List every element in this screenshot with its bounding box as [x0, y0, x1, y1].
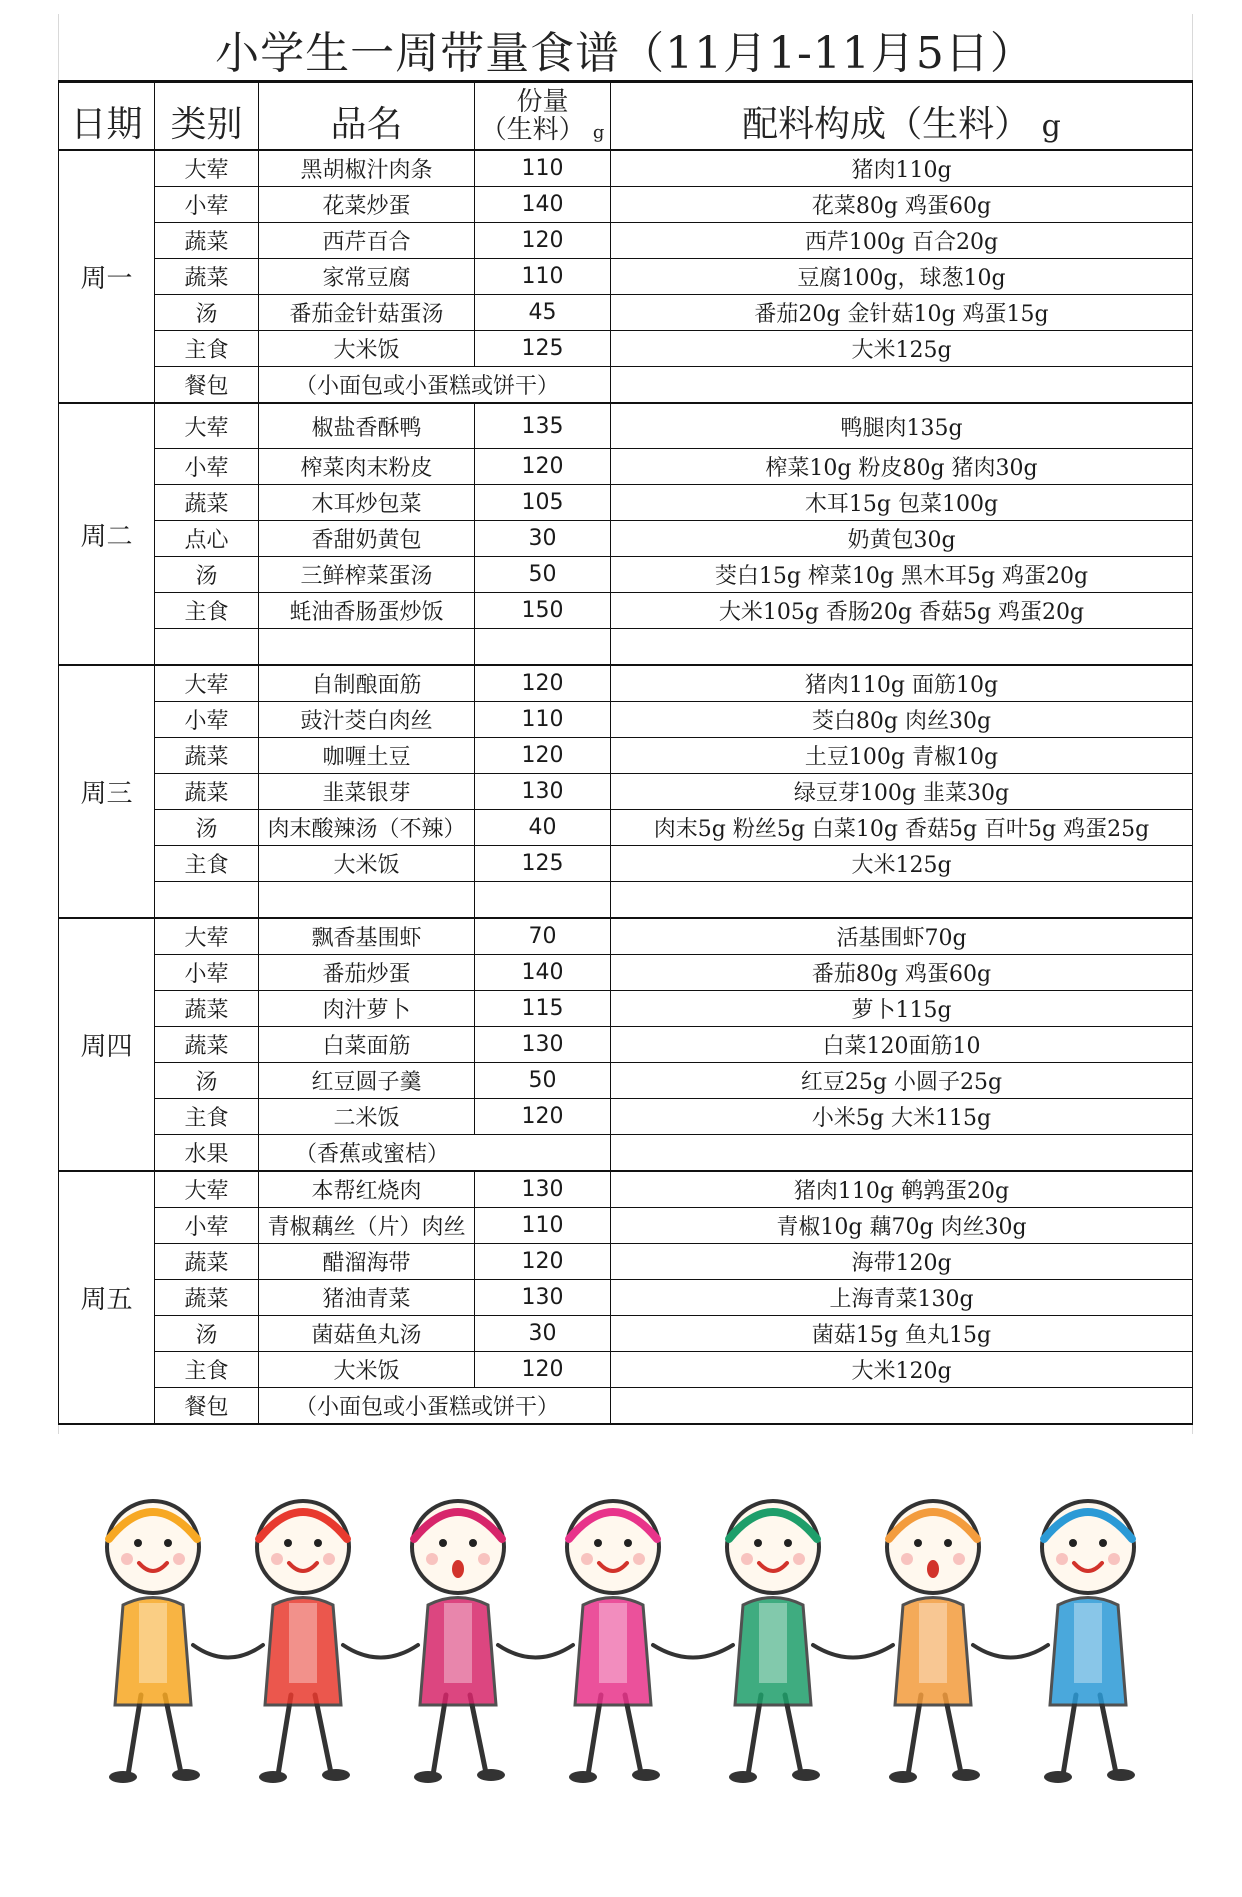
header-portion-unit: g [592, 122, 605, 143]
table-row [59, 521, 1193, 557]
ingredients-cell: 大米125g [611, 331, 1193, 367]
table-row [59, 1135, 1193, 1172]
dish-span-cell: （小面包或小蛋糕或饼干） [259, 367, 611, 404]
table-row [59, 1027, 1193, 1063]
portion-cell: 130 [475, 1027, 611, 1063]
category-cell [155, 882, 259, 919]
portion-cell: 105 [475, 485, 611, 521]
table-row [59, 187, 1193, 223]
portion-cell: 30 [475, 521, 611, 557]
dish-cell: 家常豆腐 [259, 259, 475, 295]
day-cell: 周四 [59, 918, 155, 1171]
dish-cell: 大米饭 [259, 846, 475, 882]
arm-line [343, 1645, 418, 1658]
portion-cell: 120 [475, 665, 611, 702]
category-cell: 点心 [155, 521, 259, 557]
category-cell [155, 629, 259, 666]
portion-cell: 120 [475, 223, 611, 259]
ingredients-cell: 绿豆芽100g 韭菜30g [611, 774, 1193, 810]
table-row [59, 1208, 1193, 1244]
category-cell: 汤 [155, 810, 259, 846]
ingredients-cell: 大米120g [611, 1352, 1193, 1388]
header-portion-line1: 份量 [516, 87, 569, 117]
category-cell: 蔬菜 [155, 1244, 259, 1280]
portion-cell: 120 [475, 1352, 611, 1388]
category-cell: 大荤 [155, 150, 259, 187]
dish-cell: 自制酿面筋 [259, 665, 475, 702]
category-cell: 汤 [155, 295, 259, 331]
dish-cell: 番茄炒蛋 [259, 955, 475, 991]
table-row [59, 449, 1193, 485]
category-cell: 大荤 [155, 665, 259, 702]
portion-cell: 110 [475, 702, 611, 738]
day-cell: 周三 [59, 665, 155, 918]
portion-cell: 120 [475, 738, 611, 774]
category-cell: 汤 [155, 1063, 259, 1099]
portion-cell: 120 [475, 1244, 611, 1280]
table-row [59, 918, 1193, 955]
ingredients-cell: 猪肉110g 面筋10g [611, 665, 1193, 702]
child-figure [412, 1501, 505, 1783]
category-cell: 主食 [155, 1352, 259, 1388]
dish-cell: 西芹百合 [259, 223, 475, 259]
table-row [59, 295, 1193, 331]
category-cell: 小荤 [155, 449, 259, 485]
table-row [59, 665, 1193, 702]
day-cell: 周五 [59, 1171, 155, 1424]
category-cell: 大荤 [155, 918, 259, 955]
ingredients-cell: 鸭腿肉135g [611, 403, 1193, 449]
child-figure [257, 1501, 350, 1783]
category-cell: 蔬菜 [155, 774, 259, 810]
dish-cell: 大米饭 [259, 1352, 475, 1388]
ingredients-cell: 奶黄包30g [611, 521, 1193, 557]
dish-cell [259, 629, 475, 666]
dish-cell: 椒盐香酥鸭 [259, 403, 475, 449]
portion-cell: 115 [475, 991, 611, 1027]
category-cell: 蔬菜 [155, 1280, 259, 1316]
ingredients-cell [611, 629, 1193, 666]
portion-cell: 135 [475, 403, 611, 449]
dish-cell: 三鲜榨菜蛋汤 [259, 557, 475, 593]
portion-cell: 40 [475, 810, 611, 846]
table-row [59, 259, 1193, 295]
portion-cell: 120 [475, 449, 611, 485]
table-row [59, 403, 1193, 449]
ingredients-cell: 茭白15g 榨菜10g 黑木耳5g 鸡蛋20g [611, 557, 1193, 593]
dish-cell: 大米饭 [259, 331, 475, 367]
ingredients-cell: 小米5g 大米115g [611, 1099, 1193, 1135]
portion-cell: 45 [475, 295, 611, 331]
dish-cell: 红豆圆子羹 [259, 1063, 475, 1099]
ingredients-cell: 猪肉110g 鹌鹑蛋20g [611, 1171, 1193, 1208]
dish-cell: 青椒藕丝（片）肉丝 [259, 1208, 475, 1244]
table-row [59, 557, 1193, 593]
ingredients-cell: 猪肉110g [611, 150, 1193, 187]
dish-cell: 豉汁茭白肉丝 [259, 702, 475, 738]
dish-cell: 咖喱土豆 [259, 738, 475, 774]
ingredients-cell: 西芹100g 百合20g [611, 223, 1193, 259]
category-cell: 蔬菜 [155, 485, 259, 521]
table-row [59, 991, 1193, 1027]
category-cell: 主食 [155, 331, 259, 367]
header-row [59, 82, 1193, 151]
ingredients-cell: 豆腐100g，球葱10g [611, 259, 1193, 295]
portion-cell: 110 [475, 1208, 611, 1244]
table-row [59, 1244, 1193, 1280]
ingredients-cell: 茭白80g 肉丝30g [611, 702, 1193, 738]
dish-cell: 肉末酸辣汤（不辣） [259, 810, 475, 846]
dish-cell: 二米饭 [259, 1099, 475, 1135]
child-figure [887, 1501, 980, 1783]
category-cell: 蔬菜 [155, 223, 259, 259]
arm-line [498, 1645, 573, 1658]
portion-cell: 125 [475, 846, 611, 882]
ingredients-cell: 红豆25g 小圆子25g [611, 1063, 1193, 1099]
dish-cell [259, 882, 475, 919]
child-figure [107, 1501, 200, 1783]
table-row [59, 1099, 1193, 1135]
table-row [59, 1388, 1193, 1425]
category-cell: 小荤 [155, 1208, 259, 1244]
ingredients-cell: 萝卜115g [611, 991, 1193, 1027]
table-row [59, 1280, 1193, 1316]
table-row [59, 702, 1193, 738]
dish-cell: 本帮红烧肉 [259, 1171, 475, 1208]
table-row [59, 150, 1193, 187]
category-cell: 蔬菜 [155, 991, 259, 1027]
category-cell: 蔬菜 [155, 738, 259, 774]
header-portion-line2: （生料） [480, 115, 585, 145]
header-ingredients [611, 82, 1193, 151]
header-portion [475, 82, 611, 151]
child-figure [727, 1501, 820, 1783]
ingredients-cell [611, 1388, 1193, 1425]
ingredients-cell [611, 1135, 1193, 1172]
dish-cell: 猪油青菜 [259, 1280, 475, 1316]
portion-cell: 130 [475, 1280, 611, 1316]
portion-cell: 125 [475, 331, 611, 367]
dish-cell: 黑胡椒汁肉条 [259, 150, 475, 187]
portion-cell: 120 [475, 1099, 611, 1135]
ingredients-cell: 花菜80g 鸡蛋60g [611, 187, 1193, 223]
table-row [59, 1171, 1193, 1208]
category-cell: 主食 [155, 846, 259, 882]
header-dish: 品名 [259, 82, 475, 151]
portion-cell: 150 [475, 593, 611, 629]
category-cell: 小荤 [155, 187, 259, 223]
dish-cell: 菌菇鱼丸汤 [259, 1316, 475, 1352]
table-row [59, 955, 1193, 991]
portion-cell: 140 [475, 955, 611, 991]
category-cell: 大荤 [155, 403, 259, 449]
portion-cell: 50 [475, 557, 611, 593]
ingredients-cell: 番茄20g 金针菇10g 鸡蛋15g [611, 295, 1193, 331]
arm-line [973, 1645, 1048, 1658]
table-row [59, 331, 1193, 367]
portion-cell: 50 [475, 1063, 611, 1099]
category-cell: 餐包 [155, 1388, 259, 1425]
category-cell: 餐包 [155, 367, 259, 404]
menu-sheet [58, 14, 1192, 1425]
portion-cell [475, 629, 611, 666]
day-cell: 周一 [59, 150, 155, 403]
category-cell: 小荤 [155, 955, 259, 991]
ingredients-cell: 土豆100g 青椒10g [611, 738, 1193, 774]
child-figure [1042, 1501, 1135, 1783]
dish-cell: 飘香基围虾 [259, 918, 475, 955]
table-row [59, 485, 1193, 521]
ingredients-cell: 肉末5g 粉丝5g 白菜10g 香菇5g 百叶5g 鸡蛋25g [611, 810, 1193, 846]
table-row [59, 223, 1193, 259]
category-cell: 水果 [155, 1135, 259, 1172]
header-day: 日期 [59, 82, 155, 151]
arm-line [193, 1645, 263, 1658]
table-row [59, 1063, 1193, 1099]
ingredients-cell: 海带120g [611, 1244, 1193, 1280]
children-holding-hands-illustration [58, 1455, 1192, 1815]
category-cell: 主食 [155, 593, 259, 629]
table-row [59, 593, 1193, 629]
dish-cell: 白菜面筋 [259, 1027, 475, 1063]
portion-cell: 30 [475, 1316, 611, 1352]
ingredients-cell: 活基围虾70g [611, 918, 1193, 955]
ingredients-cell: 菌菇15g 鱼丸15g [611, 1316, 1193, 1352]
dish-cell: 蚝油香肠蛋炒饭 [259, 593, 475, 629]
dish-cell: 韭菜银芽 [259, 774, 475, 810]
header-ingredients-label: 配料构成（生料） [742, 104, 1031, 145]
dish-cell: 木耳炒包菜 [259, 485, 475, 521]
ingredients-cell: 木耳15g 包菜100g [611, 485, 1193, 521]
header-category: 类别 [155, 82, 259, 151]
ingredients-cell [611, 882, 1193, 919]
arm-line [813, 1645, 893, 1658]
table-row [59, 1316, 1193, 1352]
category-cell: 蔬菜 [155, 1027, 259, 1063]
category-cell: 汤 [155, 1316, 259, 1352]
dish-cell: 醋溜海带 [259, 1244, 475, 1280]
category-cell: 小荤 [155, 702, 259, 738]
ingredients-cell: 大米125g [611, 846, 1193, 882]
ingredients-cell: 大米105g 香肠20g 香菇5g 鸡蛋20g [611, 593, 1193, 629]
day-cell: 周二 [59, 403, 155, 665]
header-ingredients-unit: g [1041, 109, 1061, 144]
table-row [59, 1352, 1193, 1388]
page-title: 小学生一周带量食谱（11月1-11月5日） [215, 28, 1035, 79]
ingredients-cell: 白菜120面筋10 [611, 1027, 1193, 1063]
portion-cell: 130 [475, 1171, 611, 1208]
child-figure [567, 1501, 660, 1783]
portion-cell: 130 [475, 774, 611, 810]
table-row [59, 810, 1193, 846]
table-row [59, 367, 1193, 404]
ingredients-cell: 上海青菜130g [611, 1280, 1193, 1316]
category-cell: 主食 [155, 1099, 259, 1135]
ingredients-cell [611, 367, 1193, 404]
dish-cell: 番茄金针菇蛋汤 [259, 295, 475, 331]
portion-cell [475, 882, 611, 919]
table-row [59, 629, 1193, 666]
dish-span-cell: （香蕉或蜜桔） [259, 1135, 611, 1172]
dish-cell: 肉汁萝卜 [259, 991, 475, 1027]
table-row [59, 846, 1193, 882]
portion-cell: 70 [475, 918, 611, 955]
dish-cell: 榨菜肉末粉皮 [259, 449, 475, 485]
menu-table [58, 80, 1193, 1425]
dish-span-cell: （小面包或小蛋糕或饼干） [259, 1388, 611, 1425]
ingredients-cell: 青椒10g 藕70g 肉丝30g [611, 1208, 1193, 1244]
ingredients-cell: 番茄80g 鸡蛋60g [611, 955, 1193, 991]
dish-cell: 香甜奶黄包 [259, 521, 475, 557]
arm-line [653, 1645, 733, 1658]
category-cell: 蔬菜 [155, 259, 259, 295]
category-cell: 汤 [155, 557, 259, 593]
menu-body [59, 150, 1193, 1424]
ingredients-cell: 榨菜10g 粉皮80g 猪肉30g [611, 449, 1193, 485]
portion-cell: 110 [475, 259, 611, 295]
table-row [59, 774, 1193, 810]
table-row [59, 738, 1193, 774]
table-row [59, 882, 1193, 919]
dish-cell: 花菜炒蛋 [259, 187, 475, 223]
category-cell: 大荤 [155, 1171, 259, 1208]
portion-cell: 140 [475, 187, 611, 223]
portion-cell: 110 [475, 150, 611, 187]
